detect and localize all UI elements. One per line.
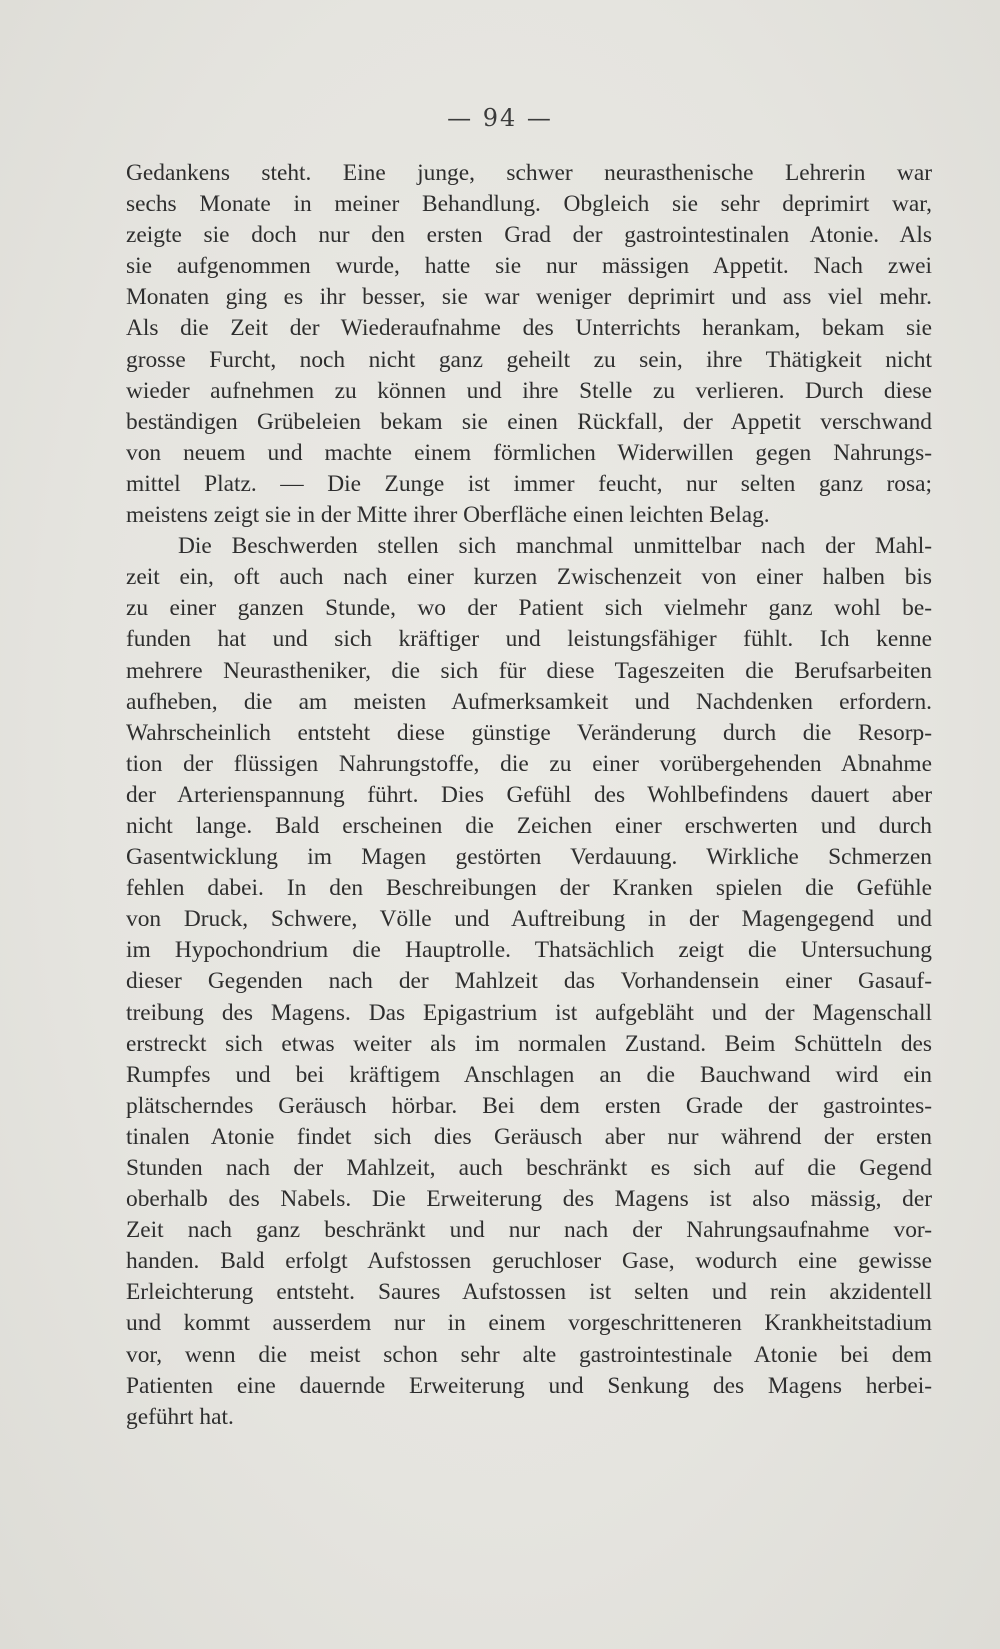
text-line: von neuem und machte einem förmlichen Widerwillen gegen Nahrungs- (126, 439, 932, 466)
text-line: Gasentwicklung im Magen gestörten Verdauung. Wirkliche Schmerzen (126, 844, 932, 871)
text-line: sechs Monate in meiner Behandlung. Obgleich sie sehr deprimirt war, (126, 191, 932, 218)
text-line: zeit ein, oft auch nach einer kurzen Zwischenzeit von einer halben bis (126, 564, 932, 591)
text-line: Die Beschwerden stellen sich manchmal unmittelbar nach der Mahl- (178, 533, 932, 560)
text-line: zu einer ganzen Stunde, wo der Patient sich vielmehr ganz wohl be- (126, 595, 932, 622)
text-line: plätscherndes Geräusch hörbar. Bei dem ersten Grade der gastrointes- (126, 1092, 932, 1119)
text-line: tinalen Atonie findet sich dies Geräusch aber nur während der ersten (126, 1123, 932, 1150)
text-line: sie aufgenommen wurde, hatte sie nur mässigen Appetit. Nach zwei (126, 253, 932, 280)
text-line: nicht lange. Bald erscheinen die Zeichen einer erschwerten und durch (126, 812, 932, 839)
text-line: Patienten eine dauernde Erweiterung und Senkung des Magens herbei- (126, 1372, 932, 1399)
text-line: treibung des Magens. Das Epigastrium ist aufgebläht und der Magenschall (126, 999, 932, 1026)
text-line: im Hypochondrium die Hauptrolle. Thatsächlich zeigt die Untersuchung (126, 937, 932, 964)
text-line: handen. Bald erfolgt Aufstossen geruchloser Gase, wodurch eine gewisse (126, 1248, 932, 1275)
text-line: funden hat und sich kräftiger und leistungsfähiger fühlt. Ich kenne (126, 626, 932, 653)
text-line: und kommt ausserdem nur in einem vorgeschritteneren Krankheitstadium (126, 1310, 932, 1337)
text-line: aufheben, die am meisten Aufmerksamkeit und Nachdenken erfordern. (126, 688, 932, 715)
text-line: Erleichterung entsteht. Saures Aufstossen ist selten und rein akzidentell (126, 1279, 932, 1306)
text-line: Monaten ging es ihr besser, sie war weniger deprimirt und ass viel mehr. (126, 284, 932, 311)
text-line: vor, wenn die meist schon sehr alte gastrointestinale Atonie bei dem (126, 1341, 932, 1368)
text-line: beständigen Grübeleien bekam sie einen Rückfall, der Appetit verschwand (126, 408, 932, 435)
text-line: Wahrscheinlich entsteht diese günstige Veränderung durch die Resorp- (126, 719, 932, 746)
text-line: Stunden nach der Mahlzeit, auch beschränkt es sich auf die Gegend (126, 1155, 932, 1181)
paragraph (126, 531, 932, 1433)
text-line: geführt hat. (126, 1403, 234, 1430)
page-number: — 94 — (447, 104, 553, 132)
text-line: oberhalb des Nabels. Die Erweiterung des Magens ist also mässig, der (126, 1186, 932, 1213)
text-line: meistens zeigt sie in der Mitte ihrer Oberfläche einen leichten Belag. (126, 502, 770, 529)
text-line: von Druck, Schwere, Völle und Auftreibung in der Magengegend und (126, 906, 932, 933)
text-line: der Arterienspannung führt. Dies Gefühl des Wohlbefindens dauert aber (126, 781, 932, 808)
text-line: mehrere Neurastheniker, die sich für diese Tageszeiten die Berufsarbeiten (126, 657, 932, 684)
body-text (126, 158, 932, 1433)
text-line: tion der flüssigen Nahrungstoffe, die zu einer vorübergehenden Abnahme (126, 750, 932, 777)
text-line: mittel Platz. — Die Zunge ist immer feucht, nur selten ganz rosa; (126, 470, 932, 497)
text-line: zeigte sie doch nur den ersten Grad der gastrointestinalen Atonie. Als (126, 222, 932, 249)
paragraph (126, 158, 932, 531)
text-line: Als die Zeit der Wiederaufnahme des Unterrichts herankam, bekam sie (126, 315, 932, 342)
text-line: Zeit nach ganz beschränkt und nur nach der Nahrungsaufnahme vor- (126, 1217, 932, 1244)
text-line: grosse Furcht, noch nicht ganz geheilt zu sein, ihre Thätigkeit nicht (126, 346, 932, 373)
text-line: erstreckt sich etwas weiter als im normalen Zustand. Beim Schütteln des (126, 1030, 932, 1057)
text-line: wieder aufnehmen zu können und ihre Stelle zu verlieren. Durch diese (126, 377, 932, 404)
text-line: dieser Gegenden nach der Mahlzeit das Vorhandensein einer Gasauf- (126, 968, 932, 995)
text-line: Rumpfes und bei kräftigem Anschlagen an die Bauchwand wird ein (126, 1061, 932, 1088)
text-line: Gedankens steht. Eine junge, schwer neurasthenische Lehrerin war (126, 160, 932, 186)
text-line: fehlen dabei. In den Beschreibungen der Kranken spielen die Gefühle (126, 875, 932, 902)
